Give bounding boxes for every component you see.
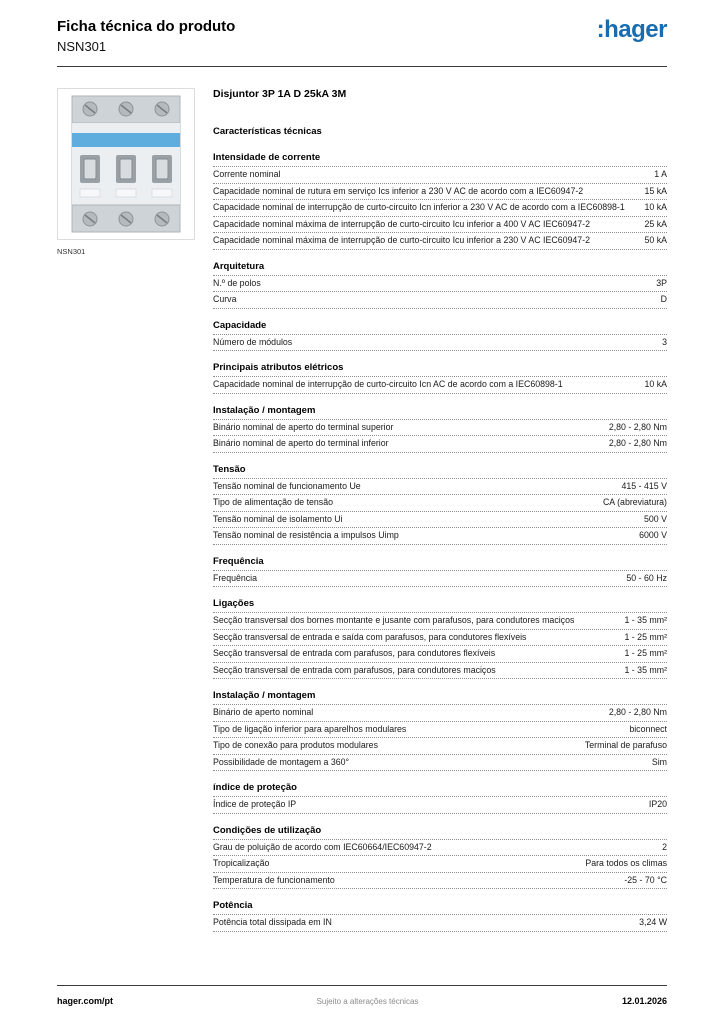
spec-section [213,320,667,352]
characteristics-heading: Características técnicas [213,126,322,137]
section-title: Condições de utilização [213,825,667,840]
spec-row [213,856,667,873]
spec-label: Frequência [213,572,258,583]
spec-row [213,915,667,932]
spec-value: 1 - 25 mm² [624,648,667,658]
footer-disclaimer: Sujeito a alterações técnicas [316,996,419,1006]
spec-value: 415 - 415 V [621,480,667,491]
spec-value: 3,24 W [639,917,667,927]
spec-value: 1 - 35 mm² [624,664,667,675]
spec-row [213,436,667,453]
spec-section [213,900,667,932]
spec-value: 50 - 60 Hz [626,572,667,583]
footer-date: 12.01.2026 [621,996,667,1006]
product-name: Disjuntor 3P 1A D 25kA 3M [213,88,347,100]
footer-divider [57,985,667,986]
spec-value: 3 [662,336,667,347]
spec-section [213,556,667,588]
spec-section [213,405,667,453]
spec-label: Corrente nominal [213,169,281,179]
section-title: Ligações [213,598,667,613]
spec-value: IP20 [648,799,667,809]
hager-logo: :hager [596,16,667,43]
spec-label: Índice de proteção IP [213,799,297,809]
spec-value: 500 V [644,513,667,524]
spec-value: 50 kA [644,235,667,245]
spec-row [213,233,667,250]
spec-label: Capacidade nominal máxima de interrupção de curto-circuito Icu inferior a 230 V AC IEC60947-2 [213,235,590,245]
spec-row [213,184,667,201]
spec-label: Tipo de ligação inferior para aparelhos modulares [213,723,407,734]
spec-label: Binário de aperto nominal [213,707,314,717]
spec-label: Potência total dissipada em IN [213,917,332,927]
spec-row [213,646,667,663]
content-area [57,88,667,943]
spec-row [213,276,667,293]
spec-value: 2,80 - 2,80 Nm [608,421,667,432]
product-reference: NSN301 [57,39,107,54]
spec-value: Terminal de parafuso [584,740,667,750]
page-footer [57,996,667,1006]
spec-label: Possibilidade de montagem a 360° [213,756,350,767]
spec-label: Grau de poluição de acordo com IEC60664/IEC60947-2 [213,841,432,852]
spec-value: 1 - 35 mm² [624,615,667,625]
spec-value: 1 - 25 mm² [624,631,667,642]
spec-value: 10 kA [644,202,667,212]
section-title: Arquitetura [213,261,667,276]
spec-label: Tipo de conexão para produtos modulares [213,740,378,750]
section-title: índice de proteção [213,782,667,797]
spec-row [213,797,667,814]
section-title: Principais atributos elétricos [213,362,667,377]
spec-row [213,512,667,529]
spec-value: CA (abreviatura) [602,497,667,507]
header-divider [57,66,667,67]
section-title: Intensidade de corrente [213,152,667,167]
spec-label: Binário nominal de aperto do terminal superior [213,421,394,432]
spec-row [213,200,667,217]
spec-label: Curva [213,294,237,304]
spec-value: 6000 V [639,530,667,540]
circuit-breaker-image [65,93,187,235]
section-title: Instalação / montagem [213,690,667,705]
spec-section [213,782,667,814]
spec-label: Tensão nominal de isolamento Ui [213,513,343,524]
spec-row [213,420,667,437]
spec-section [213,152,667,250]
spec-row [213,377,667,394]
spec-value: -25 - 70 °C [624,874,667,885]
spec-label: Tropicalização [213,858,270,868]
spec-label: Tensão nominal de resistência a impulsos Uimp [213,530,399,540]
spec-value: 2,80 - 2,80 Nm [608,438,667,448]
spec-row [213,663,667,680]
spec-row [213,840,667,857]
spec-value: 1 A [654,169,667,179]
spec-value: Para todos os climas [585,858,667,868]
product-image-caption: NSN301 [57,247,86,256]
spec-row [213,479,667,496]
spec-row [213,335,667,352]
product-image-column [57,88,195,943]
spec-label: Capacidade nominal de interrupção de curto-circuito Icn AC de acordo com a IEC60898-1 [213,379,563,389]
spec-label: Secção transversal de entrada com parafusos, para condutores maciços [213,664,496,675]
section-title: Instalação / montagem [213,405,667,420]
product-image-frame [57,88,195,240]
footer-website: hager.com/pt [57,996,114,1006]
spec-section [213,261,667,309]
spec-section [213,464,667,545]
section-title: Potência [213,900,667,915]
spec-value: 10 kA [644,379,667,389]
spec-value: D [660,294,667,304]
spec-section [213,690,667,771]
spec-section [213,362,667,394]
spec-label: Capacidade nominal máxima de interrupção de curto-circuito Icu inferior a 400 V AC IEC60947-2 [213,218,590,229]
spec-value: 2,80 - 2,80 Nm [608,707,667,717]
spec-row [213,292,667,309]
spec-label: Capacidade nominal de rutura em serviço Ics inferior a 230 V AC de acordo com a IEC60947-2 [213,185,584,196]
spec-value: 25 kA [644,218,667,229]
section-title: Capacidade [213,320,667,335]
spec-section [213,825,667,890]
spec-label: Número de módulos [213,336,293,347]
spec-label: Tipo de alimentação de tensão [213,497,333,507]
page-title: Ficha técnica do produto [57,18,236,35]
spec-section [213,598,667,679]
spec-row [213,528,667,545]
spec-label: Secção transversal de entrada e saída com parafusos, para condutores flexíveis [213,631,527,642]
spec-row [213,167,667,184]
spec-row [213,630,667,647]
spec-row [213,613,667,630]
section-title: Frequência [213,556,667,571]
spec-row [213,495,667,512]
spec-label: Secção transversal de entrada com parafusos, para condutores flexíveis [213,648,496,658]
section-title: Tensão [213,464,667,479]
spec-row [213,755,667,772]
spec-row [213,217,667,234]
spec-row [213,873,667,890]
spec-label: Secção transversal dos bornes montante e jusante com parafusos, para condutores maciços [213,615,575,625]
spec-label: Capacidade nominal de interrupção de curto-circuito Icn inferior a 230 V AC de acordo com a IEC60898-1 [213,202,625,212]
spec-row [213,571,667,588]
spec-row [213,722,667,739]
header-titles [57,18,235,54]
spec-row [213,705,667,722]
spec-label: Temperatura de funcionamento [213,874,335,885]
spec-label: Binário nominal de aperto do terminal inferior [213,438,389,448]
spec-sections [213,152,667,932]
spec-row [213,738,667,755]
spec-label: Tensão nominal de funcionamento Ue [213,480,361,491]
page-header [57,18,667,54]
spec-value: 2 [662,841,667,852]
spec-label: N.º de polos [213,277,261,288]
spec-column [213,88,667,943]
spec-value: biconnect [629,723,667,734]
spec-value: Sim [651,756,667,767]
spec-value: 3P [656,277,667,288]
spec-value: 15 kA [644,185,667,196]
